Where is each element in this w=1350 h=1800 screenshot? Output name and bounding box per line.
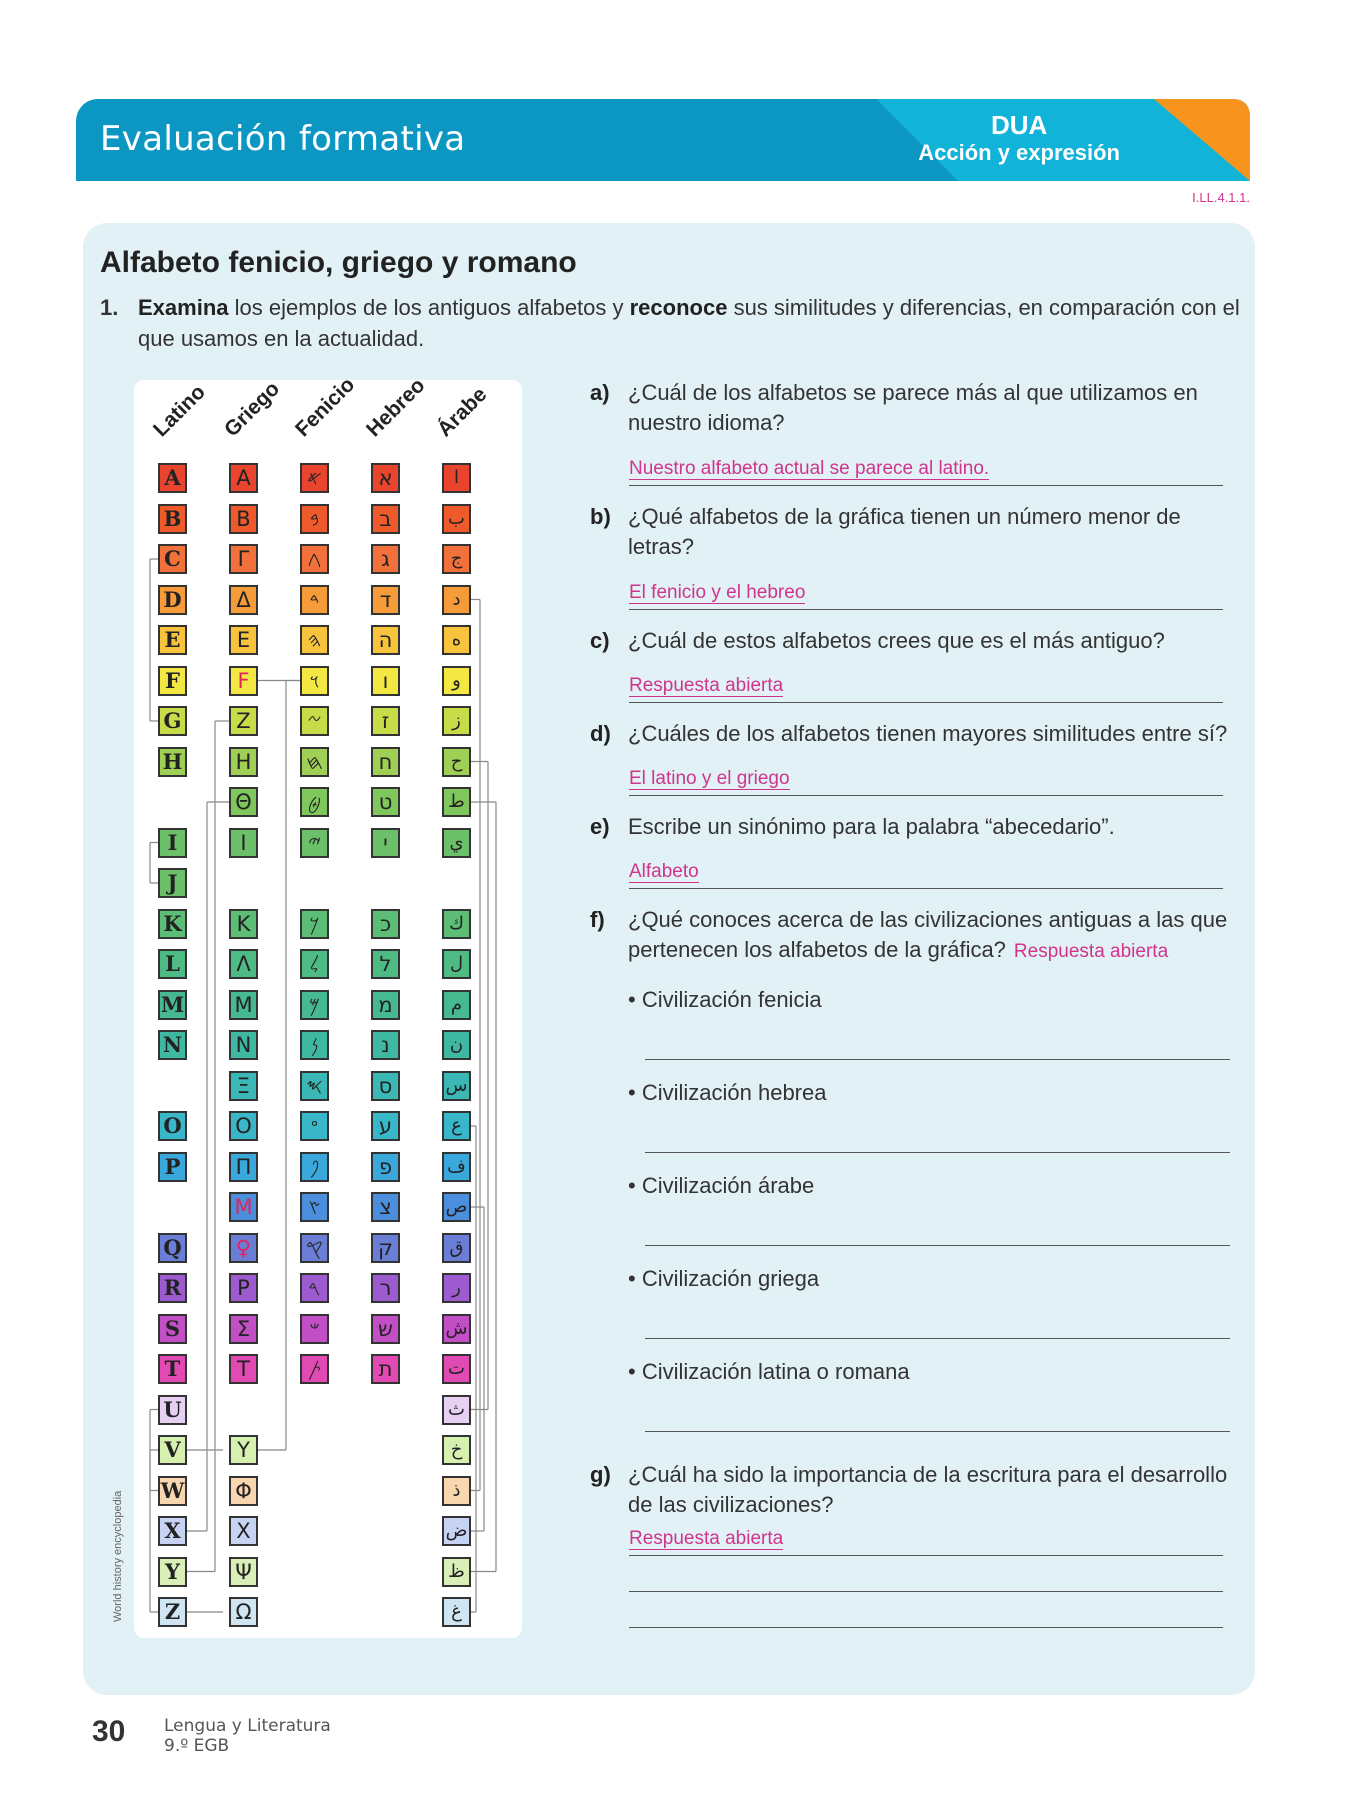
glyph-latino: X — [158, 1516, 187, 1546]
glyph-griego: P — [229, 1273, 258, 1303]
column-header-fenicio: Fenicio — [291, 373, 360, 442]
glyph-fenicio: 𐤏 — [300, 1111, 329, 1141]
question-e-label: e) — [590, 814, 610, 839]
question-d — [590, 719, 1240, 749]
glyph-hebreo: נ — [371, 1030, 400, 1060]
instruction-part1: los ejemplos de los antiguos alfabetos y — [228, 295, 630, 320]
glyph-fenicio: 𐤍 — [300, 1030, 329, 1060]
question-f-text-wrap — [590, 905, 1240, 967]
glyph-hebreo: ש — [371, 1314, 400, 1344]
glyph-fenicio: 𐤐 — [300, 1152, 329, 1182]
answer-g-line-3[interactable] — [629, 1627, 1223, 1628]
glyph-griego: Ω — [229, 1597, 258, 1627]
glyph-arabe: ب — [442, 504, 471, 534]
question-g-text: ¿Cuál ha sido la importancia de la escritura para el desarrollo de las civilizaciones? — [628, 1462, 1228, 1517]
glyph-fenicio: 𐤑 — [300, 1192, 329, 1222]
verb-examina: Examina — [138, 295, 229, 320]
question-g-label: g) — [590, 1462, 611, 1487]
glyph-arabe: غ — [442, 1597, 471, 1627]
image-credit: World history encyclopedia — [112, 1490, 124, 1622]
glyph-fenicio: 𐤉 — [300, 828, 329, 858]
glyph-hebreo: ר — [371, 1273, 400, 1303]
glyph-griego: Π — [229, 1152, 258, 1182]
glyph-latino: O — [158, 1111, 187, 1141]
glyph-fenicio: 𐤂 — [300, 544, 329, 574]
criterion-code: I.LL.4.1.1. — [1192, 190, 1250, 205]
question-g — [590, 1460, 1240, 1520]
glyph-fenicio: 𐤀 — [300, 463, 329, 493]
question-e — [590, 812, 1240, 842]
question-d-text: ¿Cuáles de los alfabetos tienen mayores similitudes entre sí? — [628, 721, 1228, 746]
answer-g-field[interactable] — [629, 1525, 1223, 1556]
glyph-hebreo: ל — [371, 949, 400, 979]
glyph-latino: B — [158, 504, 187, 534]
glyph-griego: F — [229, 666, 258, 696]
answer-line-griega[interactable] — [645, 1338, 1230, 1339]
glyph-latino: S — [158, 1314, 187, 1344]
column-header-latino: Latino — [149, 380, 210, 442]
glyph-griego: M — [229, 990, 258, 1020]
glyph-fenicio: 𐤎 — [300, 1071, 329, 1101]
glyph-latino: V — [158, 1435, 187, 1465]
glyph-griego: B — [229, 504, 258, 534]
answer-a-field[interactable] — [629, 455, 1223, 486]
glyph-fenicio: 𐤌 — [300, 990, 329, 1020]
question-a-text: ¿Cuál de los alfabetos se parece más al que utilizamos en nuestro idioma? — [628, 380, 1198, 435]
glyph-hebreo: א — [371, 463, 400, 493]
glyph-griego: Δ — [229, 585, 258, 615]
glyph-arabe: ج — [442, 544, 471, 574]
glyph-arabe: ر — [442, 1273, 471, 1303]
glyph-griego: H — [229, 747, 258, 777]
glyph-griego: N — [229, 1030, 258, 1060]
glyph-griego: E — [229, 625, 258, 655]
page-title: Evaluación formativa — [100, 119, 466, 159]
subject-name: Lengua y Literatura — [164, 1716, 331, 1736]
glyph-griego: I — [229, 828, 258, 858]
glyph-hebreo: ה — [371, 625, 400, 655]
glyph-latino: H — [158, 747, 187, 777]
question-f-text: ¿Qué conoces acerca de las civilizaciones antiguas a las que pertenecen los alfabetos de la gráfica? — [628, 907, 1228, 962]
glyph-latino: A — [158, 463, 187, 493]
answer-line-arabe[interactable] — [645, 1245, 1230, 1246]
answer-b: El fenicio y el hebreo — [629, 582, 806, 603]
glyph-latino: U — [158, 1395, 187, 1425]
glyph-griego: Σ — [229, 1314, 258, 1344]
glyph-fenicio: 𐤃 — [300, 585, 329, 615]
glyph-hebreo: ג — [371, 544, 400, 574]
answer-e: Alfabeto — [629, 861, 699, 882]
glyph-arabe: ظ — [442, 1557, 471, 1587]
bullet-hebrea-label: Civilización hebrea — [641, 1080, 827, 1105]
glyph-latino: J — [158, 868, 187, 898]
glyph-latino: K — [158, 909, 187, 939]
dua-label — [918, 111, 1120, 167]
glyph-griego: X — [229, 1516, 258, 1546]
glyph-arabe: د — [442, 585, 471, 615]
answer-line-hebrea[interactable] — [645, 1152, 1230, 1153]
dua-title: DUA — [990, 110, 1048, 140]
glyph-fenicio: 𐤄 — [300, 625, 329, 655]
glyph-griego: Γ — [229, 544, 258, 574]
glyph-arabe: ص — [442, 1192, 471, 1222]
glyph-arabe: م — [442, 990, 471, 1020]
glyph-hebreo: ח — [371, 747, 400, 777]
bullet-latina: • Civilización latina o romana — [628, 1359, 910, 1384]
question-c — [590, 626, 1240, 656]
glyph-hebreo: ת — [371, 1354, 400, 1384]
glyph-griego: T — [229, 1354, 258, 1384]
answer-c: Respuesta abierta — [629, 675, 784, 696]
glyph-arabe: ذ — [442, 1476, 471, 1506]
glyph-arabe: ل — [442, 949, 471, 979]
glyph-fenicio: 𐤒 — [300, 1233, 329, 1263]
answer-d: El latino y el griego — [629, 768, 790, 789]
glyph-hebreo: ס — [371, 1071, 400, 1101]
question-b-label: b) — [590, 504, 611, 529]
glyph-arabe: ن — [442, 1030, 471, 1060]
glyph-griego: Z — [229, 706, 258, 736]
glyph-fenicio: 𐤔 — [300, 1314, 329, 1344]
glyph-latino: P — [158, 1152, 187, 1182]
glyph-arabe: ي — [442, 828, 471, 858]
question-f — [590, 905, 1240, 967]
glyph-griego: K — [229, 909, 258, 939]
glyph-arabe: ح — [442, 747, 471, 777]
bullet-hebrea: • Civilización hebrea — [628, 1080, 827, 1105]
verb-reconoce: reconoce — [629, 295, 728, 320]
bullet-griega: • Civilización griega — [628, 1266, 820, 1291]
glyph-hebreo: מ — [371, 990, 400, 1020]
question-f-label: f) — [590, 907, 605, 932]
glyph-hebreo: פ — [371, 1152, 400, 1182]
question-d-label: d) — [590, 721, 611, 746]
glyph-arabe: ف — [442, 1152, 471, 1182]
glyph-arabe: خ — [442, 1435, 471, 1465]
question-b-text: ¿Qué alfabetos de la gráfica tienen un número menor de letras? — [628, 504, 1181, 559]
glyph-latino: C — [158, 544, 187, 574]
glyph-fenicio: 𐤕 — [300, 1354, 329, 1384]
glyph-latino: Q — [158, 1233, 187, 1263]
bullet-griega-label: Civilización griega — [641, 1266, 820, 1291]
glyph-griego: Φ — [229, 1476, 258, 1506]
instruction-part2: sus similitudes y diferencias, en comparación con el que usamos en la actualidad. — [138, 295, 1240, 351]
glyph-griego: M — [229, 1192, 258, 1222]
glyph-hebreo: ז — [371, 706, 400, 736]
glyph-arabe: ه — [442, 625, 471, 655]
answer-line-latina[interactable] — [645, 1431, 1230, 1432]
question-a — [590, 378, 1240, 438]
glyph-fenicio: 𐤈 — [300, 787, 329, 817]
glyph-fenicio: 𐤓 — [300, 1273, 329, 1303]
glyph-griego: Ξ — [229, 1071, 258, 1101]
glyph-fenicio: 𐤋 — [300, 949, 329, 979]
glyph-griego: Λ — [229, 949, 258, 979]
glyph-fenicio: 𐤆 — [300, 706, 329, 736]
glyph-hebreo: כ — [371, 909, 400, 939]
glyph-hebreo: ק — [371, 1233, 400, 1263]
answer-g-line-2[interactable] — [629, 1591, 1223, 1592]
glyph-fenicio: 𐤁 — [300, 504, 329, 534]
glyph-latino: Z — [158, 1597, 187, 1627]
glyph-latino: T — [158, 1354, 187, 1384]
glyph-latino: M — [158, 990, 187, 1020]
glyph-griego: Ψ — [229, 1557, 258, 1587]
bullet-fenicia: • Civilización fenicia — [628, 987, 822, 1012]
instruction — [100, 292, 1245, 354]
glyph-griego: O — [229, 1111, 258, 1141]
subject-info — [164, 1716, 331, 1756]
bullet-fenicia-label: Civilización fenicia — [641, 987, 822, 1012]
page-number: 30 — [92, 1715, 126, 1748]
bullet-arabe-label: Civilización árabe — [641, 1173, 815, 1198]
glyph-latino: G — [158, 706, 187, 736]
answer-c-field[interactable] — [629, 672, 1223, 703]
question-e-text: Escribe un sinónimo para la palabra “abecedario”. — [628, 814, 1115, 839]
glyph-arabe: ط — [442, 787, 471, 817]
question-c-text: ¿Cuál de estos alfabetos crees que es el más antiguo? — [628, 628, 1165, 653]
glyph-hebreo: ו — [371, 666, 400, 696]
glyph-arabe: ض — [442, 1516, 471, 1546]
glyph-latino: E — [158, 625, 187, 655]
glyph-griego: Y — [229, 1435, 258, 1465]
glyph-hebreo: צ — [371, 1192, 400, 1222]
answer-b-field[interactable] — [629, 579, 1223, 610]
glyph-arabe: ت — [442, 1354, 471, 1384]
glyph-arabe: ق — [442, 1233, 471, 1263]
header-banner — [76, 99, 1250, 181]
glyph-griego: ♀ — [229, 1233, 258, 1263]
question-b — [590, 502, 1240, 562]
glyph-fenicio: 𐤅 — [300, 666, 329, 696]
bullet-arabe: • Civilización árabe — [628, 1173, 815, 1198]
answer-d-field[interactable] — [629, 765, 1223, 796]
glyph-griego: Θ — [229, 787, 258, 817]
glyph-arabe: ك — [442, 909, 471, 939]
answer-g: Respuesta abierta — [629, 1528, 784, 1549]
glyph-fenicio: 𐤊 — [300, 909, 329, 939]
glyph-latino: Y — [158, 1557, 187, 1587]
dua-subtitle: Acción y expresión — [918, 140, 1120, 165]
glyph-latino: R — [158, 1273, 187, 1303]
column-header-hebreo: Hebreo — [362, 373, 430, 442]
glyph-arabe: ش — [442, 1314, 471, 1344]
bullet-latina-label: Civilización latina o romana — [641, 1359, 910, 1384]
glyph-griego: A — [229, 463, 258, 493]
answer-line-fenicia[interactable] — [645, 1059, 1230, 1060]
glyph-latino: D — [158, 585, 187, 615]
instruction-number: 1. — [100, 295, 119, 320]
glyph-latino: L — [158, 949, 187, 979]
glyph-latino: I — [158, 828, 187, 858]
question-a-label: a) — [590, 380, 610, 405]
glyph-arabe: ز — [442, 706, 471, 736]
glyph-arabe: ع — [442, 1111, 471, 1141]
glyph-arabe: ث — [442, 1395, 471, 1425]
glyph-hebreo: ב — [371, 504, 400, 534]
glyph-fenicio: 𐤇 — [300, 747, 329, 777]
column-header-arabe: Árabe — [433, 382, 492, 442]
answer-f: Respuesta abierta — [1013, 941, 1169, 962]
grade-level: 9.º EGB — [164, 1736, 230, 1756]
section-title: Alfabeto fenicio, griego y romano — [100, 246, 577, 279]
question-c-label: c) — [590, 628, 610, 653]
glyph-latino: W — [158, 1476, 187, 1506]
answer-a: Nuestro alfabeto actual se parece al latino. — [629, 458, 990, 479]
glyph-hebreo: ד — [371, 585, 400, 615]
glyph-hebreo: ע — [371, 1111, 400, 1141]
glyph-arabe: ا — [442, 463, 471, 493]
glyph-hebreo: י — [371, 828, 400, 858]
column-header-griego: Griego — [220, 377, 285, 442]
glyph-arabe: و — [442, 666, 471, 696]
glyph-hebreo: ט — [371, 787, 400, 817]
glyph-latino: F — [158, 666, 187, 696]
instruction-text — [100, 292, 1245, 354]
glyph-latino: N — [158, 1030, 187, 1060]
answer-e-field[interactable] — [629, 858, 1223, 889]
glyph-arabe: س — [442, 1071, 471, 1101]
